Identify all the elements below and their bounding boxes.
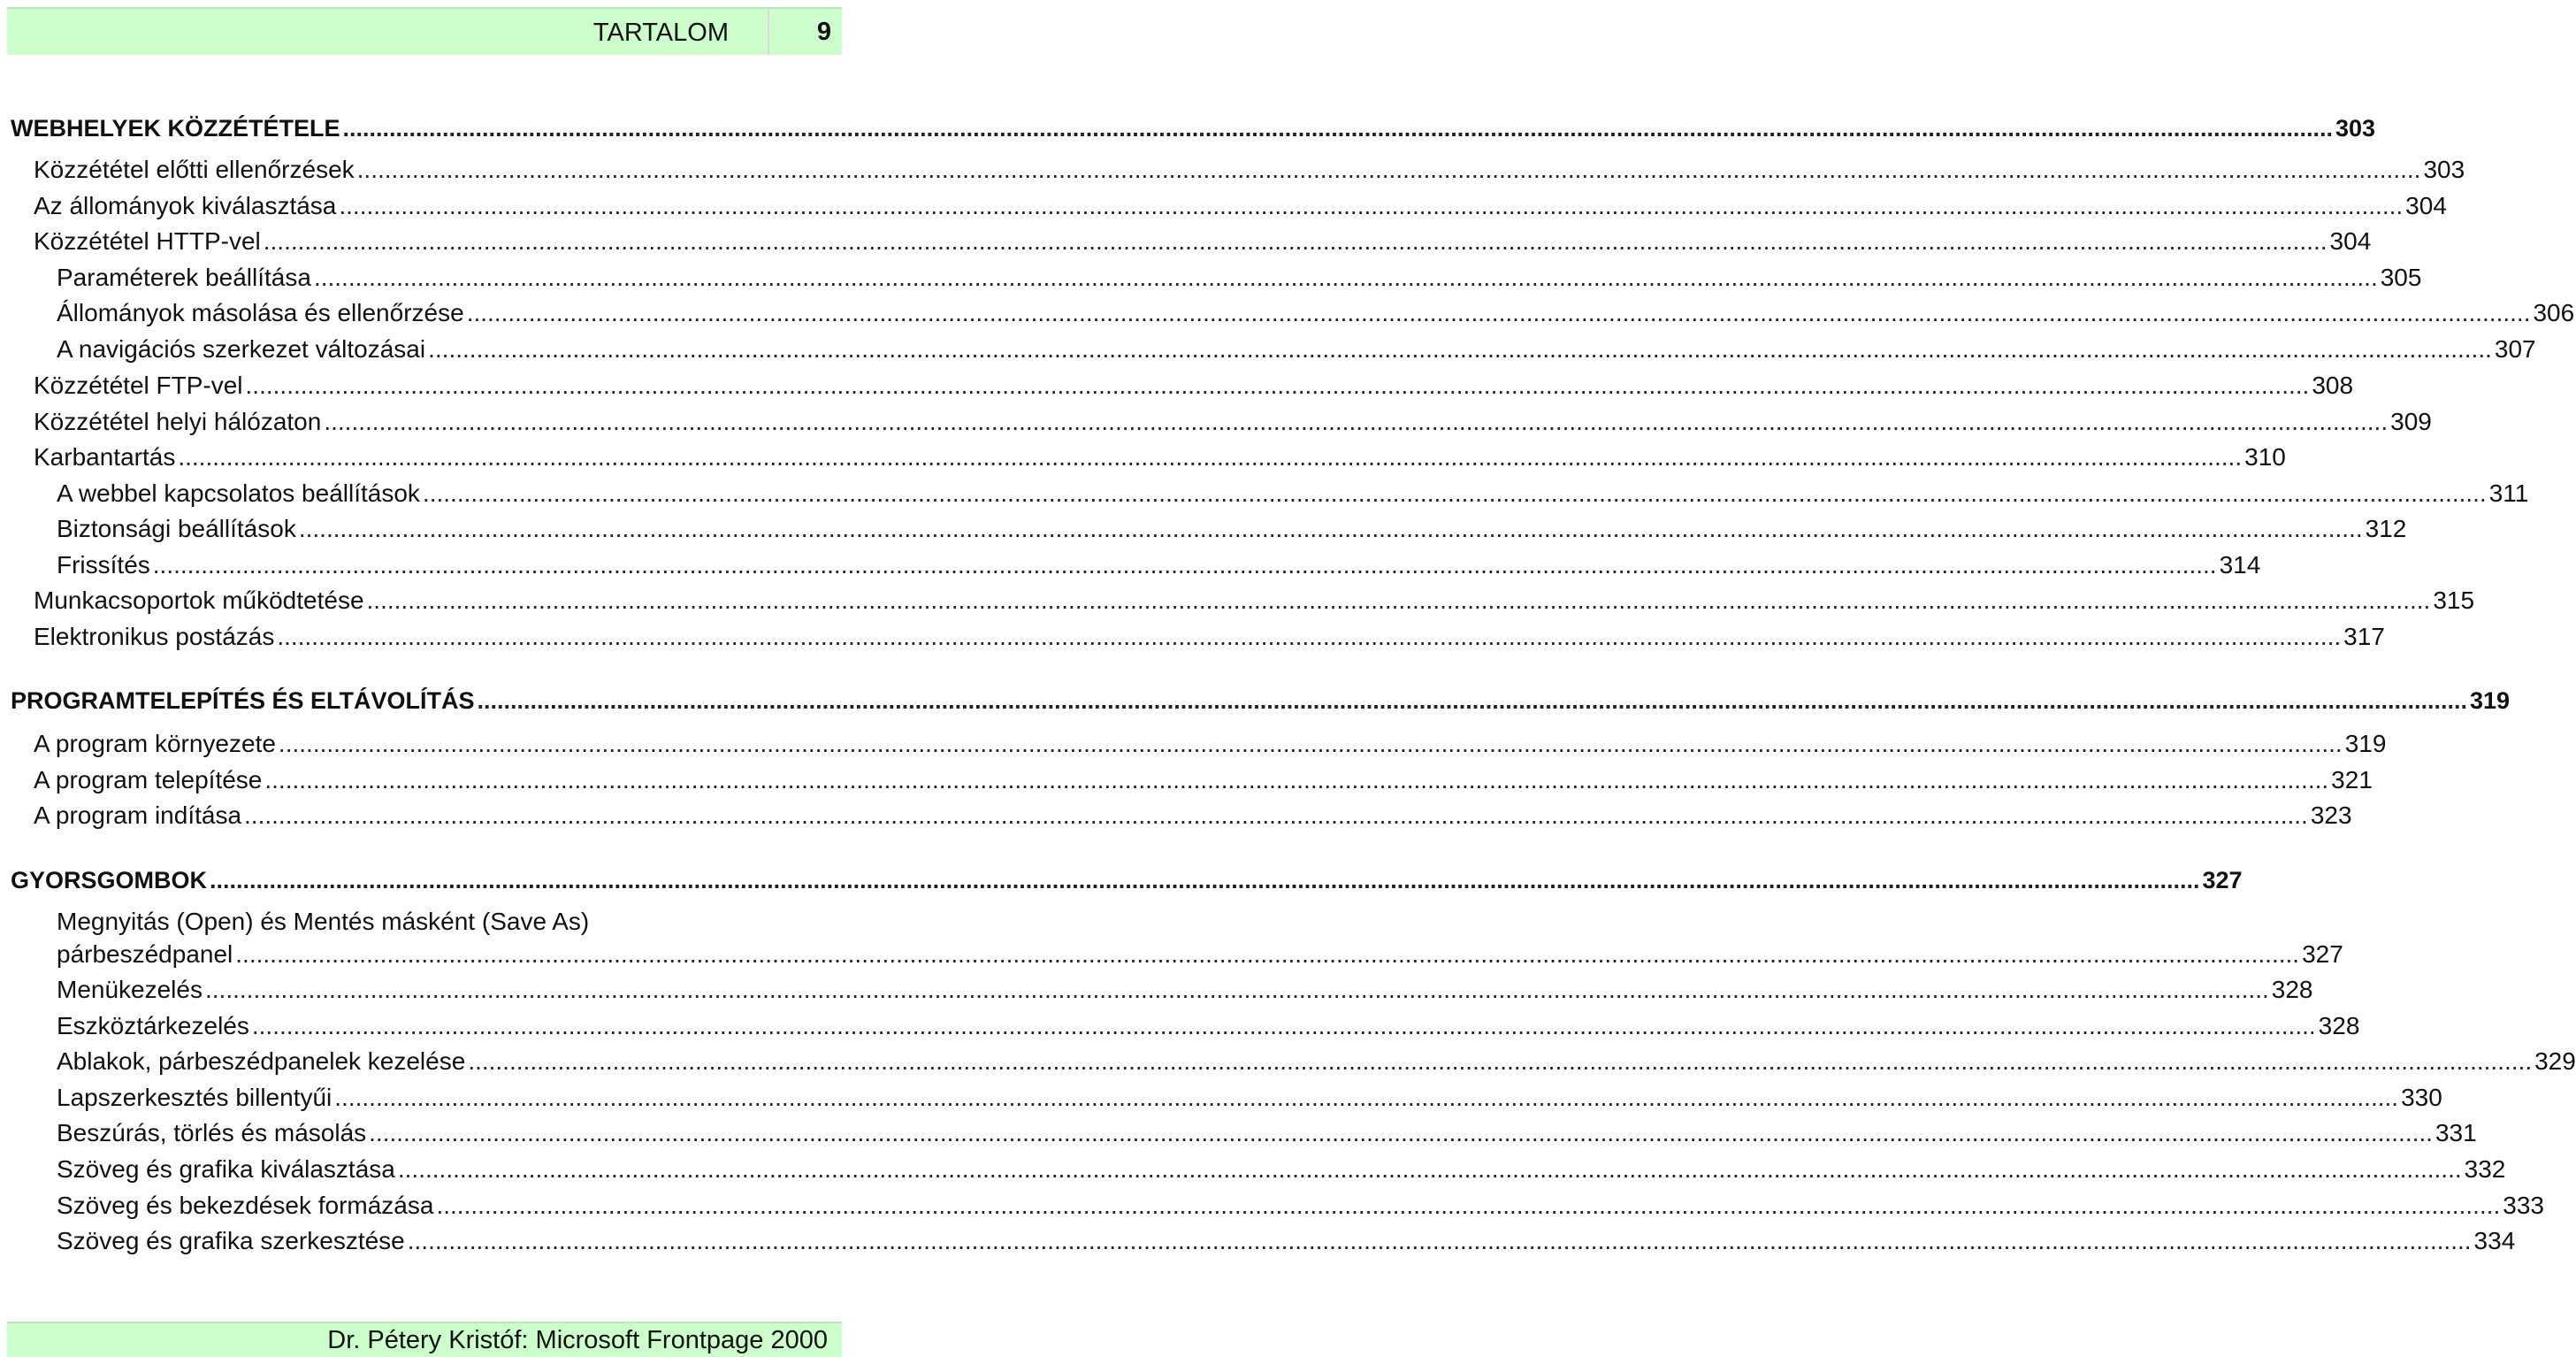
toc-page-number: 328 (2318, 1012, 2360, 1039)
toc-entry-text: Közzététel előtti ellenőrzések (34, 156, 355, 183)
toc-entry[interactable] (34, 440, 2286, 475)
toc-dot-leader: ............................................................................................................................................................................................................................................................................................................ (468, 1047, 2533, 1075)
toc-page-number: 327 (2202, 867, 2243, 893)
page-footer (7, 1322, 842, 1357)
toc-page-number: 323 (2310, 801, 2352, 829)
toc-dot-leader: ............................................................................................................................................................................................................................................................................................................ (436, 1192, 2501, 1219)
header-page-number: 9 (816, 18, 831, 46)
toc-dot-leader: ............................................................................................................................................................................................................................................................................................................ (251, 1012, 2316, 1039)
toc-entry[interactable] (34, 404, 2432, 440)
toc-page-number: 303 (2335, 115, 2376, 142)
toc-entry-text: párbeszédpanel (57, 940, 233, 968)
toc-entry-text: Szöveg és grafika kiválasztása (57, 1155, 395, 1183)
toc-dot-leader: ............................................................................................................................................................................................................................................................................................................ (210, 867, 2200, 893)
toc-dot-leader: ............................................................................................................................................................................................................................................................................................................ (369, 1119, 2433, 1146)
toc-entry-text: Állományok másolása és ellenőrzése (57, 299, 464, 326)
toc-entry[interactable] (57, 476, 2529, 511)
toc-entry[interactable] (57, 295, 2575, 331)
toc-dot-leader: ............................................................................................................................................................................................................................................................................................................ (407, 1227, 2472, 1254)
toc-page-number: 330 (2401, 1084, 2442, 1111)
toc-entry-text: A webbel kapcsolatos beállítások (57, 479, 420, 507)
toc-page-number: 312 (2365, 515, 2407, 542)
toc-chapter-entry[interactable] (11, 862, 2243, 898)
toc-entry-text: Szöveg és bekezdések formázása (57, 1192, 434, 1219)
toc-page-number: 319 (2470, 687, 2511, 714)
toc-entry[interactable] (57, 972, 2313, 1008)
toc-dot-leader: ............................................................................................................................................................................................................................................................................................................ (204, 976, 2269, 1003)
toc-page-number: 303 (2423, 156, 2465, 183)
toc-dot-leader: ............................................................................................................................................................................................................................................................................................................ (428, 335, 2492, 363)
toc-page-number: 308 (2312, 372, 2354, 399)
toc-entry[interactable] (34, 152, 2465, 188)
toc-entry-text: Frissítés (57, 551, 150, 579)
toc-dot-leader: ............................................................................................................................................................................................................................................................................................................ (313, 264, 2378, 291)
toc-chapter-entry[interactable] (11, 111, 2376, 146)
footer-text: Dr. Pétery Kristóf: Microsoft Frontpage 2000 (327, 1326, 828, 1354)
toc-page-number: 328 (2271, 976, 2313, 1003)
toc-dot-leader: ............................................................................................................................................................................................................................................................................................................ (397, 1155, 2462, 1183)
toc-entry[interactable] (57, 260, 2422, 295)
toc-dot-leader: ............................................................................................................................................................................................................................................................................................................ (324, 408, 2389, 435)
toc-entry[interactable] (57, 1116, 2477, 1151)
toc-dot-leader: ............................................................................................................................................................................................................................................................................................................ (244, 801, 2308, 829)
toc-entry-text: Elektronikus postázás (34, 623, 275, 650)
toc-dot-leader: ............................................................................................................................................................................................................................................................................................................ (278, 730, 2343, 757)
toc-entry[interactable] (57, 332, 2536, 367)
toc-dot-leader: ............................................................................................................................................................................................................................................................................................................ (178, 443, 2243, 471)
toc-entry-text: Beszúrás, törlés és másolás (57, 1119, 367, 1146)
toc-entry-text: Biztonsági beállítások (57, 515, 296, 542)
toc-entry-text: WEBHELYEK KÖZZÉTÉTELE (11, 115, 340, 142)
toc-entry[interactable] (57, 937, 2343, 972)
toc-page-number: 304 (2329, 227, 2372, 255)
toc-entry[interactable] (34, 726, 2387, 762)
toc-page-number: 310 (2244, 443, 2286, 471)
toc-entry-text: PROGRAMTELEPÍTÉS ÉS ELTÁVOLÍTÁS (11, 687, 475, 714)
toc-page-number: 309 (2390, 408, 2432, 435)
toc-page-number: 314 (2219, 551, 2261, 579)
toc-page-number: 321 (2331, 766, 2373, 794)
toc-page-number: 334 (2473, 1227, 2516, 1254)
toc-dot-leader: ............................................................................................................................................................................................................................................................................................................ (334, 1084, 2399, 1111)
toc-dot-leader: ............................................................................................................................................................................................................................................................................................................ (422, 479, 2487, 507)
toc-page-number: 332 (2464, 1155, 2506, 1183)
toc-page-number: 304 (2405, 192, 2447, 219)
toc-entry[interactable] (34, 798, 2352, 833)
toc-entry-text: A program telepítése (34, 766, 263, 794)
toc-entry[interactable] (57, 1008, 2360, 1044)
toc-page-number: 315 (2433, 586, 2475, 614)
toc-dot-leader: ............................................................................................................................................................................................................................................................................................................ (235, 940, 2300, 968)
toc-entry[interactable] (34, 619, 2385, 655)
toc-dot-leader: ............................................................................................................................................................................................................................................................................................................ (277, 623, 2342, 650)
toc-entry-text: Menükezelés (57, 976, 203, 1003)
toc-entry-text: Karbantartás (34, 443, 176, 471)
toc-entry[interactable] (57, 511, 2407, 547)
toc-entry[interactable] (57, 548, 2261, 583)
toc-page-number: 311 (2488, 479, 2529, 507)
toc-dot-leader: ............................................................................................................................................................................................................................................................................................................ (298, 515, 2363, 542)
toc-page-number: 331 (2435, 1119, 2477, 1146)
toc-entry-text: Munkacsoportok működtetése (34, 586, 364, 614)
toc-entry[interactable] (57, 1152, 2506, 1187)
toc-dot-leader: ............................................................................................................................................................................................................................................................................................................ (342, 115, 2333, 142)
toc-entry[interactable] (57, 1223, 2516, 1259)
toc-entry-text: Az állományok kiválasztása (34, 192, 337, 219)
toc-page-number: 319 (2344, 730, 2387, 757)
toc-dot-leader: ............................................................................................................................................................................................................................................................................................................ (152, 551, 2217, 579)
toc-entry[interactable] (57, 1188, 2544, 1223)
toc-entry-text: Paraméterek beállítása (57, 264, 311, 291)
toc-entry[interactable] (34, 583, 2475, 618)
toc-dot-leader: ............................................................................................................................................................................................................................................................................................................ (477, 687, 2467, 714)
toc-page-number: 307 (2494, 335, 2536, 363)
toc-entry-text: Lapszerkesztés billentyűi (57, 1084, 333, 1111)
toc-entry-text: Közzététel helyi hálózaton (34, 408, 322, 435)
toc-page-number: 306 (2533, 299, 2575, 326)
toc-dot-leader: ............................................................................................................................................................................................................................................................................................................ (466, 299, 2531, 326)
toc-page-number: 305 (2380, 264, 2422, 291)
toc-entry[interactable] (57, 1080, 2442, 1116)
toc-entry-text-line1: Megnyitás (Open) és Mentés másként (Save As) (57, 908, 590, 935)
toc-entry-text: Közzététel FTP-vel (34, 372, 243, 399)
toc-dot-leader: ............................................................................................................................................................................................................................................................................................................ (356, 156, 2421, 183)
toc-entry[interactable] (34, 763, 2373, 798)
toc-entry-text: Eszköztárkezelés (57, 1012, 249, 1039)
toc-entry-text: A program környezete (34, 730, 276, 757)
toc-entry[interactable] (34, 224, 2372, 259)
toc-entry-text: A navigációs szerkezet változásai (57, 335, 426, 363)
toc-page-number: 327 (2302, 940, 2343, 968)
toc-entry-text: Szöveg és grafika szerkesztése (57, 1227, 405, 1254)
toc-dot-leader: ............................................................................................................................................................................................................................................................................................................ (264, 766, 2329, 794)
toc-entry-text: Ablakok, párbeszédpanelek kezelése (57, 1047, 466, 1075)
toc-entry-text: Közzététel HTTP-vel (34, 227, 261, 255)
toc-entry-text: GYORSGOMBOK (11, 867, 208, 893)
toc-entry-text: A program indítása (34, 801, 242, 829)
toc-dot-leader: ............................................................................................................................................................................................................................................................................................................ (366, 586, 2431, 614)
toc-entry[interactable] (34, 368, 2354, 403)
toc-page-number: 317 (2343, 623, 2385, 650)
toc-chapter-entry[interactable] (11, 683, 2511, 718)
toc-dot-leader: ............................................................................................................................................................................................................................................................................................................ (245, 372, 2310, 399)
toc-dot-leader: ............................................................................................................................................................................................................................................................................................................ (339, 192, 2404, 219)
toc-entry[interactable] (34, 188, 2447, 224)
header-title: TARTALOM (592, 19, 729, 47)
toc-page-number: 329 (2534, 1047, 2576, 1075)
toc-entry[interactable] (57, 1044, 2576, 1079)
toc-page-number: 333 (2503, 1192, 2544, 1219)
toc-dot-leader: ............................................................................................................................................................................................................................................................................................................ (263, 227, 2328, 255)
